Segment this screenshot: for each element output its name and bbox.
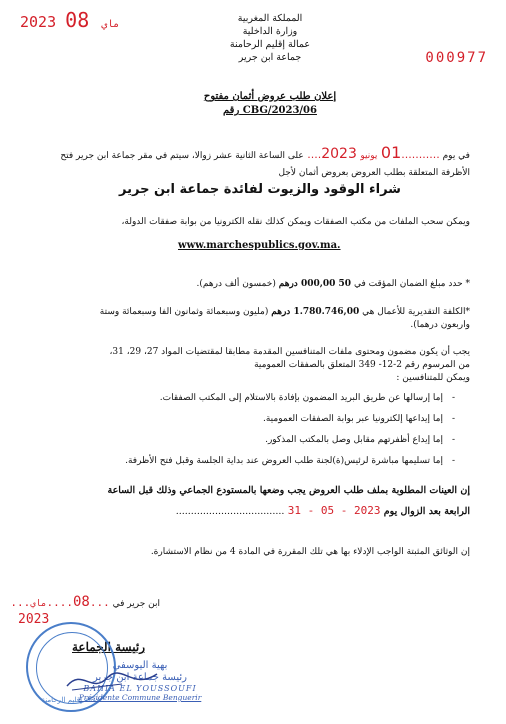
submission-options-list [30, 392, 455, 476]
list-item: - إما إرسالها عن طريق البريد المضمون بإفادة بالاستلام إلى المكتب الصفقات. [30, 392, 455, 404]
estimate-paragraph [30, 306, 470, 332]
signature-place-prefix: ابن جرير في [112, 599, 160, 609]
samples-line2-prefix: الرابعة بعد الزوال يوم [383, 506, 470, 517]
intro-line2: الأظرفة المتعلقة بطلب العروض بعروض أثمان لأجل [278, 168, 470, 178]
download-text: ويمكن سحب الملفات من مكتب الصفقات ويمكن كذلك نقله الكترونيا من بوابة صفقات الدولة، [121, 217, 470, 227]
seal-name-fr: BAHIA EL YOUSSOUFI [83, 684, 197, 693]
conformity-line3: ويمكن للمتنافسين : [396, 373, 470, 383]
header-province: عمالة إقليم الرحامنة [229, 39, 311, 50]
header-block [200, 12, 340, 64]
intro-paragraph [40, 143, 470, 180]
documents-note: إن الوثائق المثبتة الواجب الإدلاء بها هي تلك المقررة في المادة 4 من نظام الاستشارة. [150, 547, 470, 557]
header-kingdom: المملكة المغربية [237, 13, 303, 24]
samples-handwritten-date: 2023 - 05 - 31 [287, 504, 381, 517]
title-block [150, 90, 390, 118]
signature-handwritten-date: ...08....ماي... [10, 594, 110, 610]
signatory-title: رئيسة الجماعة [72, 640, 145, 654]
seal-title-ar: رئيسة جماعة ابن جرير [93, 672, 187, 683]
guarantee-prefix: * حدد مبلغ الضمان المؤقت في [353, 279, 470, 289]
intro-month: يونيو [360, 151, 378, 161]
list-item: - إما إيداعها إلكترونيا عبر بوابة الصفقات العمومية. [30, 413, 455, 425]
estimate-line2: واربعون درهما). [410, 320, 470, 330]
samples-line1: إن العينات المطلوبة بملف طلب العروض يجب وضعها بالمستودع الجماعي وذلك قبل الساعة [107, 485, 470, 496]
guarantee-line [30, 278, 470, 291]
download-paragraph [30, 216, 470, 229]
date-stamp-day: 08 [65, 8, 90, 32]
signature-month: ماي [30, 599, 47, 609]
intro-rest: على الساعة الثانية عشر زوالا، سيتم في مقر جماعة ابن جرير فتح [60, 151, 304, 161]
guarantee-suffix: (خمسون ألف درهم). [196, 279, 276, 289]
samples-paragraph [30, 484, 470, 519]
seal-title-fr: Présidente Commune Benguerir [78, 693, 202, 702]
header-ministry: وزارة الداخلية [242, 26, 298, 37]
intro-day: 01 [380, 143, 402, 162]
intro-prefix: في يوم [442, 151, 470, 161]
signature-place-date [10, 594, 160, 611]
estimate-suffix: (مليون وسبعمائة وثمانون الفا وسبعمائة وستة [99, 307, 269, 317]
intro-year: 2023 [321, 146, 357, 162]
list-item: - إما تسليمها مباشرة لرئيس(ة)لجنة طلب العروض عند بداية الجلسة وقبل فتح الأظرفة. [30, 455, 455, 467]
conformity-line1: يجب أن يكون مضمون ومحتوى ملفات المتنافسين المقدمة مطابقا لمقتضيات المواد 27، 29، 31، [109, 347, 470, 357]
date-stamp-year: 2023 [20, 13, 57, 31]
intro-handwritten-date: ...........01 يونيو 2023.... [303, 143, 440, 162]
document-number: 000977 [425, 50, 488, 66]
title-line1: إعلان طلب عروض أثمان مفتوح [203, 91, 337, 102]
signature-day: 08 [73, 594, 90, 610]
date-stamp-month: ماي [101, 19, 120, 30]
title-line2: رقم CBG/2023/06 [223, 105, 317, 116]
seal-name-ar: بهية اليوسفي [112, 660, 168, 671]
estimate-amount: 1.780.746,00 درهم [271, 307, 360, 317]
signature-year: 2023 [18, 612, 50, 627]
conformity-paragraph [30, 346, 470, 385]
header-commune: جماعة ابن جرير [238, 52, 302, 63]
subject-heading: شراء الوقود والزيوت لفائدة جماعة ابن جرير [119, 182, 401, 197]
list-item: - إما إيداع أظفرتهم مقابل وصل بالمكتب المذكور. [30, 434, 455, 446]
date-stamp-top [20, 8, 122, 32]
conformity-line2: من المرسوم رقم 2-12- 349 المتعلق بالصفقات العمومية [254, 360, 470, 370]
estimate-prefix: *الكلفة التقديرية للأعمال هي [362, 307, 470, 317]
download-url[interactable]: www.marchespublics.gov.ma. [178, 240, 341, 251]
seal-ring-text: عمالة إقليم الرحامنة [41, 696, 101, 704]
samples-dots: .................................... [175, 506, 285, 517]
guarantee-amount: 50 000,00 درهم [278, 279, 352, 289]
handwritten-signature [62, 666, 162, 696]
